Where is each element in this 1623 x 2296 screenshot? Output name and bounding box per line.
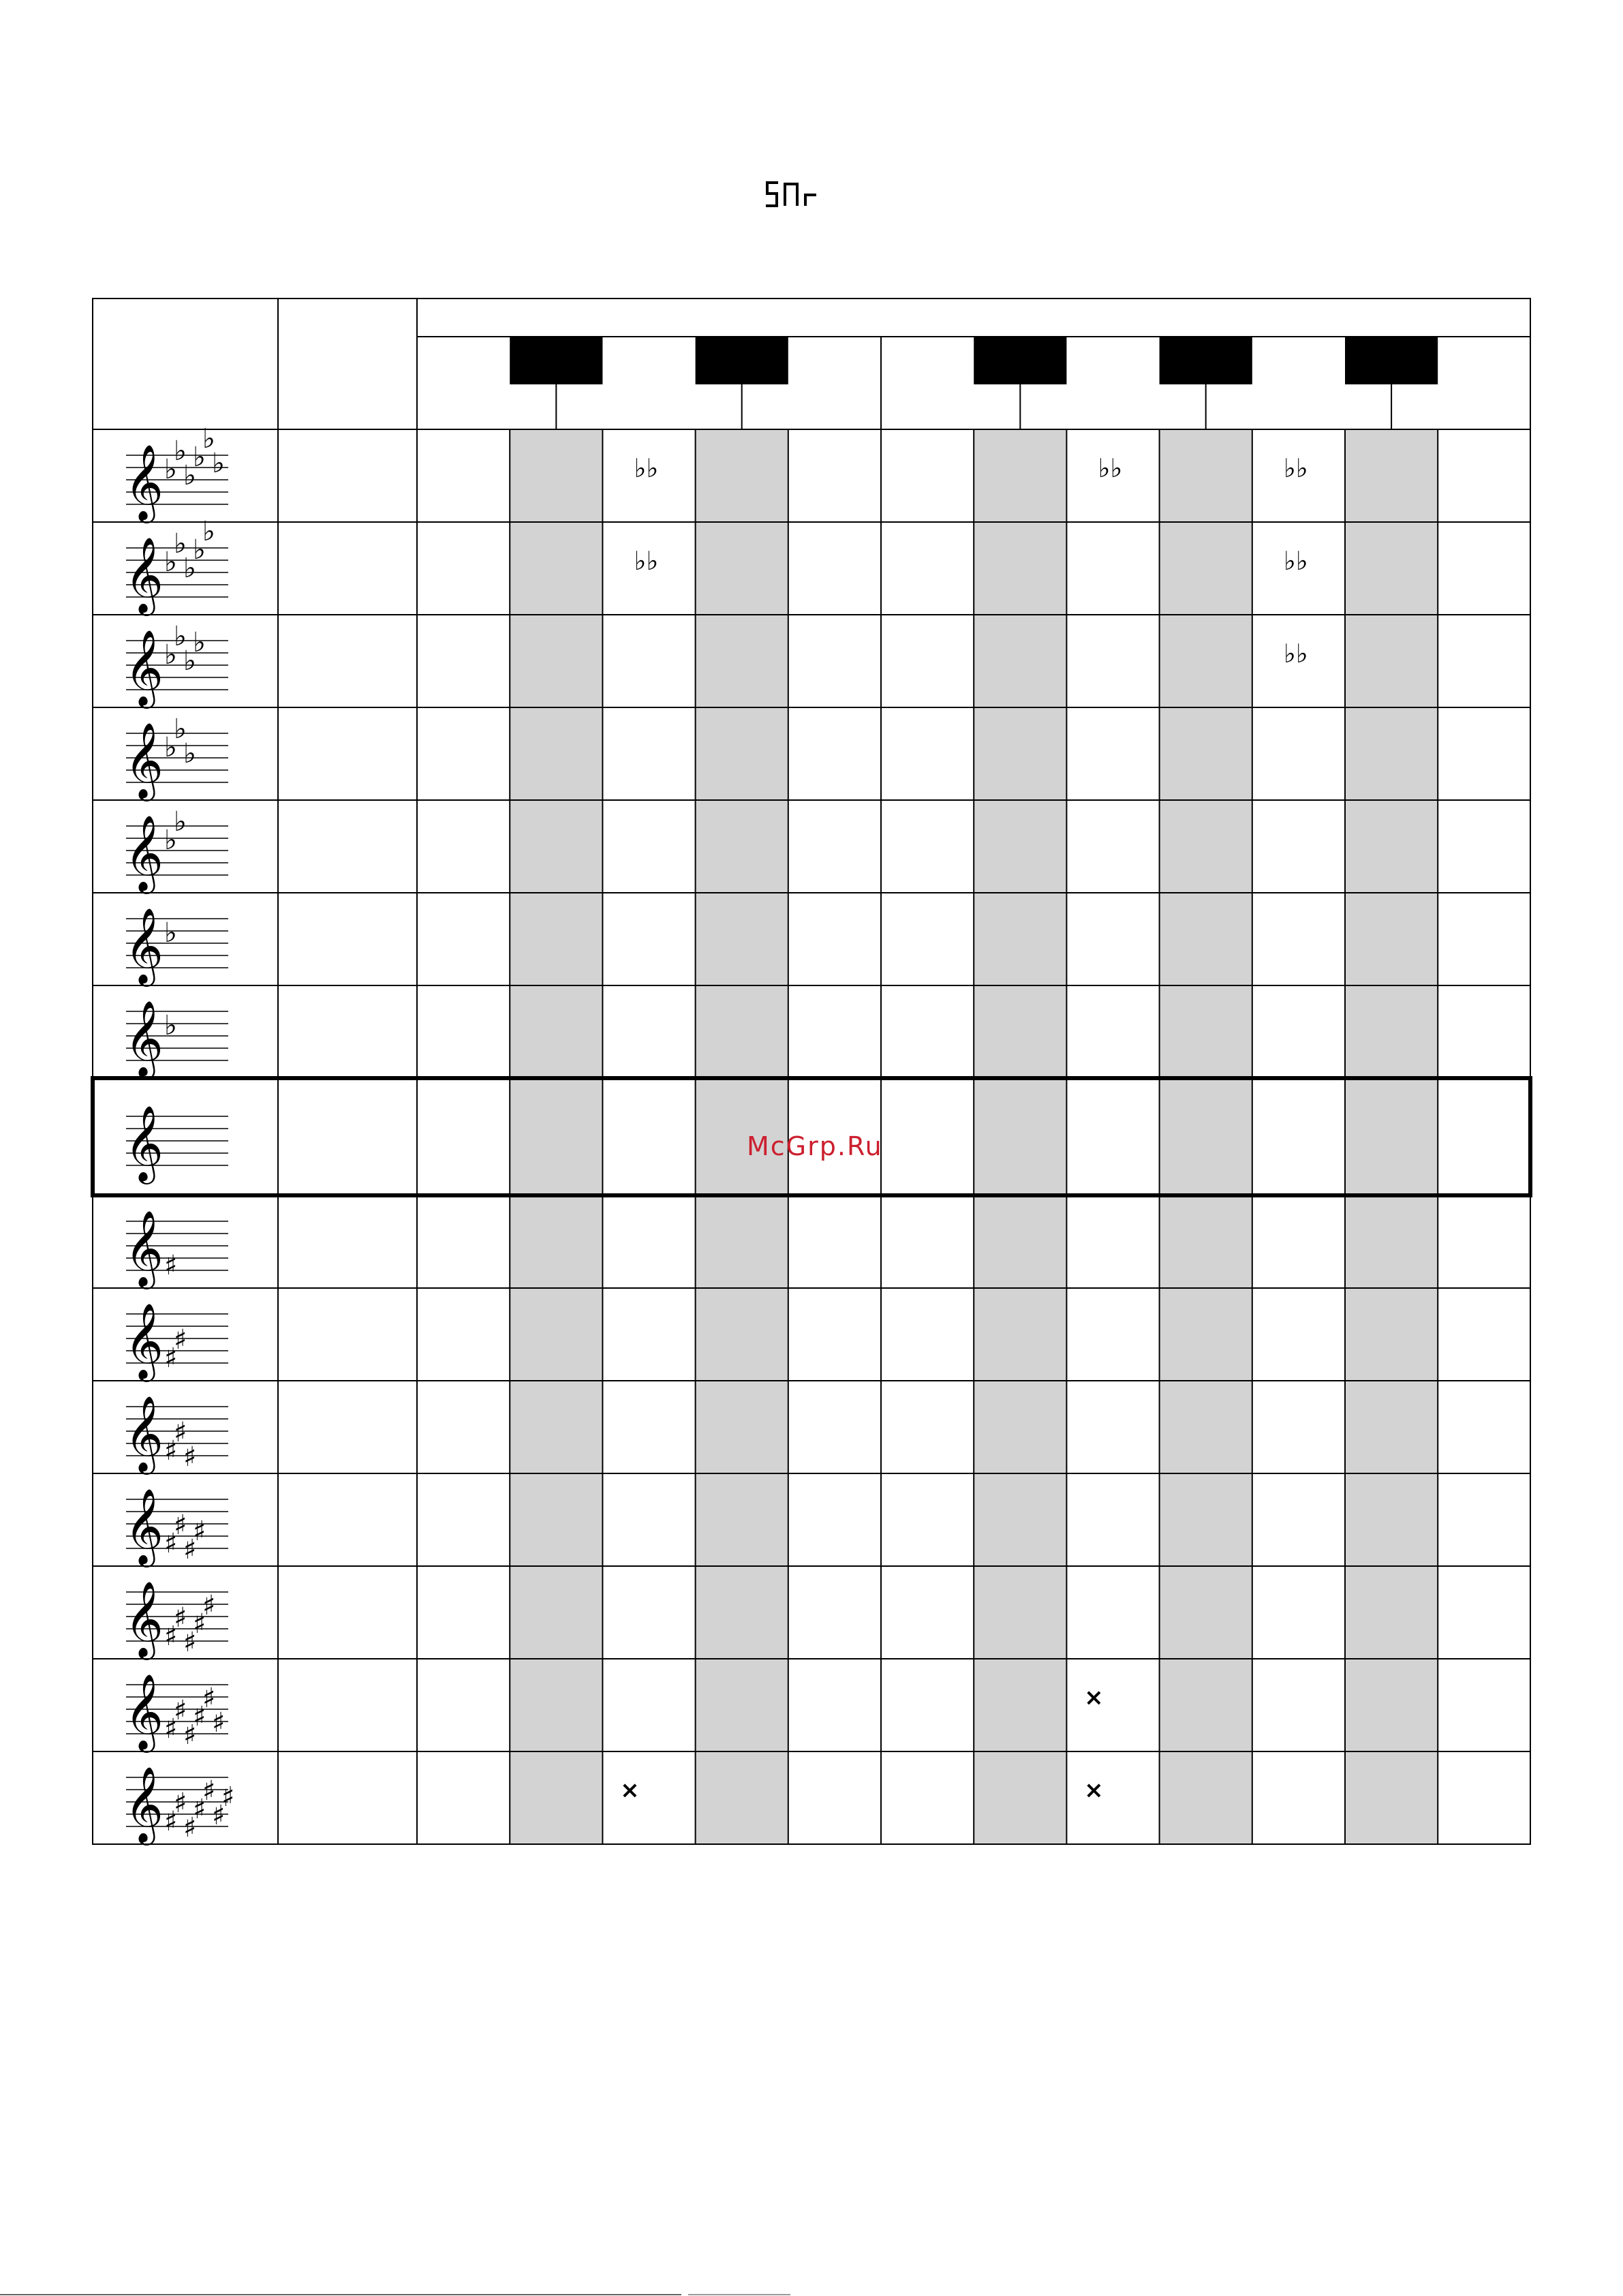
sharp-icon: ♯ — [164, 1343, 178, 1374]
shaded-column — [1345, 429, 1438, 1844]
sharp-icon: ♯ — [221, 1781, 235, 1813]
flat-icon: ♭ — [193, 534, 206, 566]
double-sharp-icon: × — [620, 1777, 640, 1804]
flat-icon: ♭ — [193, 627, 206, 658]
flat-icon: ♭ — [164, 454, 177, 485]
black-key — [696, 337, 788, 384]
sharp-icon: ♯ — [183, 1627, 197, 1658]
flat-icon: ♭ — [202, 516, 215, 547]
sharp-icon: ♯ — [174, 1417, 187, 1448]
sharp-icon: ♯ — [202, 1590, 216, 1621]
sharp-icon: ♯ — [183, 1534, 197, 1565]
treble-clef-icon: 𝄞 — [125, 814, 164, 891]
shaded-column — [974, 429, 1066, 1844]
sharp-icon: ♯ — [164, 1806, 178, 1837]
treble-clef-icon: 𝄞 — [125, 536, 164, 613]
treble-clef-icon: 𝄞 — [125, 1105, 164, 1181]
sharp-icon: ♯ — [164, 1713, 178, 1745]
flat-icon: ♭ — [183, 738, 196, 769]
black-key — [1160, 337, 1252, 384]
flat-icon: ♭ — [174, 714, 187, 745]
treble-clef-icon: 𝄞 — [125, 1302, 164, 1379]
double-flat-icon: ♭♭ — [634, 546, 659, 576]
double-flat-icon: ♭♭ — [1098, 453, 1123, 483]
flat-icon: ♭ — [164, 732, 177, 763]
sharp-icon: ♯ — [174, 1602, 187, 1634]
double-sharp-icon: × — [1084, 1684, 1104, 1711]
flat-icon: ♭ — [193, 442, 206, 473]
flat-icon: ♭ — [164, 547, 177, 578]
sharp-icon: ♯ — [193, 1794, 206, 1825]
sharp-icon: ♯ — [174, 1324, 187, 1356]
sharp-icon: ♯ — [193, 1701, 206, 1732]
sharp-icon: ♯ — [202, 1775, 216, 1807]
sharp-icon: ♯ — [183, 1812, 197, 1843]
treble-clef-icon: 𝄞 — [125, 1395, 164, 1471]
sharp-icon: ♯ — [212, 1800, 226, 1831]
treble-clef-icon: 𝄞 — [125, 1580, 164, 1657]
double-flat-icon: ♭♭ — [1283, 453, 1308, 483]
flat-icon: ♭ — [202, 423, 215, 455]
table-border — [93, 299, 1530, 1844]
black-key — [510, 337, 602, 384]
treble-clef-icon: 𝄞 — [125, 629, 164, 705]
sharp-icon: ♯ — [183, 1441, 197, 1473]
black-key — [974, 337, 1066, 384]
shaded-column — [1160, 429, 1252, 1844]
treble-clef-icon: 𝄞 — [125, 444, 164, 520]
flat-icon: ♭ — [212, 448, 225, 479]
flat-icon: ♭ — [183, 460, 196, 491]
treble-clef-icon: 𝄞 — [125, 1766, 164, 1842]
treble-clef-icon: 𝄞 — [125, 722, 164, 798]
flat-icon: ♭ — [183, 645, 196, 677]
footer-rule — [0, 2294, 681, 2295]
flat-icon: ♭ — [164, 639, 177, 671]
flat-icon: ♭ — [174, 621, 187, 652]
sharp-icon: ♯ — [164, 1435, 178, 1467]
flat-icon: ♭ — [174, 806, 187, 838]
footer-rule-2 — [688, 2294, 790, 2295]
flat-icon: ♭ — [183, 553, 196, 584]
sharp-icon: ♯ — [164, 1528, 178, 1559]
flat-icon: ♭ — [174, 528, 187, 560]
treble-clef-icon: 𝄞 — [125, 907, 164, 983]
flat-icon: ♭ — [164, 917, 177, 949]
double-flat-icon: ♭♭ — [1283, 546, 1308, 576]
sharp-icon: ♯ — [164, 1250, 178, 1281]
sharp-icon: ♯ — [174, 1510, 187, 1541]
sharp-icon: ♯ — [193, 1608, 206, 1640]
double-flat-icon: ♭♭ — [1283, 639, 1308, 669]
treble-clef-icon: 𝄞 — [125, 1000, 164, 1076]
sharp-icon: ♯ — [174, 1695, 187, 1726]
treble-clef-icon: 𝄞 — [125, 1673, 164, 1749]
watermark: McGrp.Ru — [747, 1131, 883, 1161]
sharp-icon: ♯ — [174, 1788, 187, 1819]
double-sharp-icon: × — [1084, 1777, 1104, 1804]
black-key — [1345, 337, 1438, 384]
sharp-icon: ♯ — [164, 1621, 178, 1652]
flat-icon: ♭ — [174, 435, 187, 467]
sharp-icon: ♯ — [202, 1683, 216, 1714]
treble-clef-icon: 𝄞 — [125, 1210, 164, 1286]
double-flat-icon: ♭♭ — [634, 453, 659, 483]
sharp-icon: ♯ — [193, 1516, 206, 1547]
shaded-column — [510, 429, 602, 1844]
flat-icon: ♭ — [164, 825, 177, 856]
sharp-icon: ♯ — [212, 1707, 226, 1739]
treble-clef-icon: 𝄞 — [125, 1488, 164, 1564]
sharp-icon: ♯ — [183, 1719, 197, 1751]
flat-icon: ♭ — [164, 1010, 177, 1041]
